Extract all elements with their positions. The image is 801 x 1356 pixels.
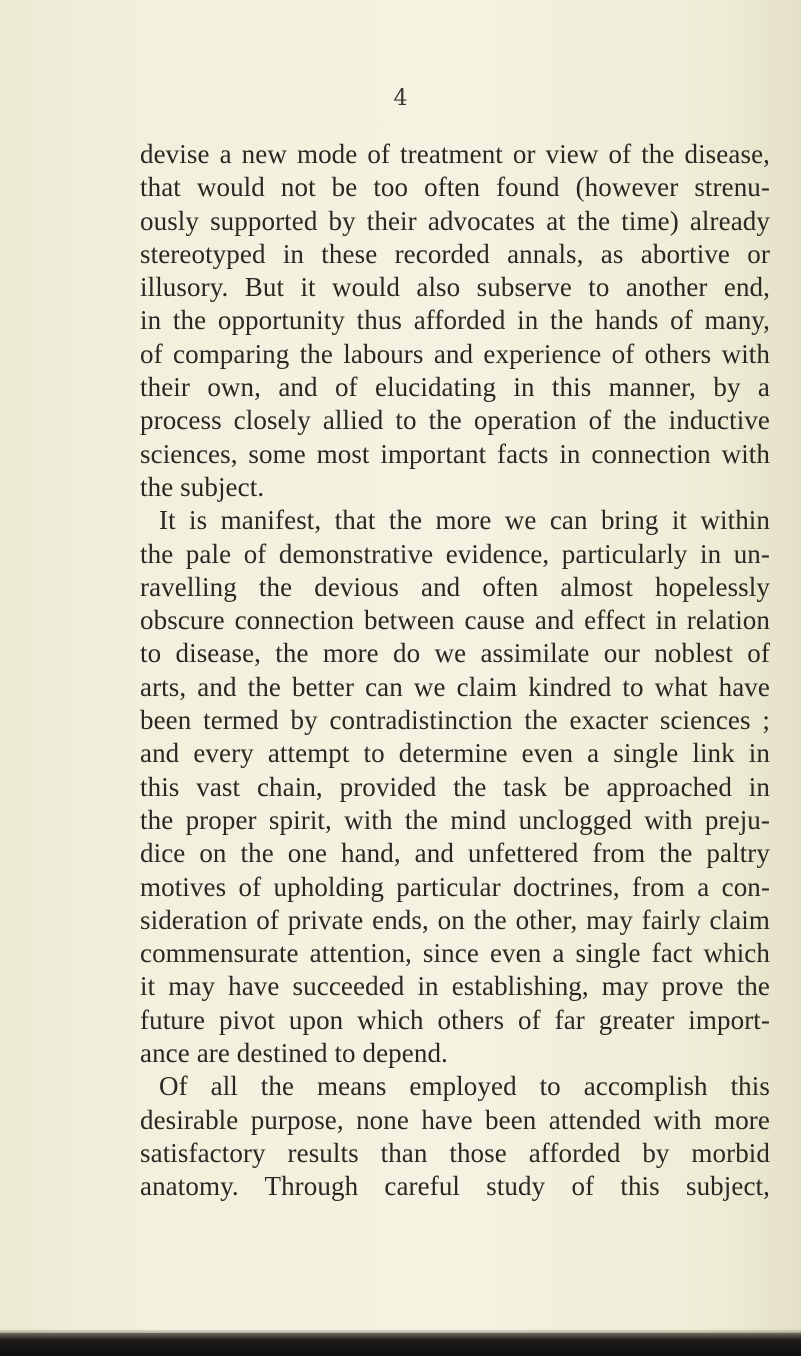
text-line: this vast chain, provided the task be approached in [140,771,770,802]
text-line: desirable purpose, none have been attended with more [140,1104,770,1135]
text-line: ously supported by their advocates at the time) already [140,205,770,236]
text-line: and every attempt to determine even a single link in [140,738,770,769]
scan-edge-band [0,1333,801,1356]
text-line: of comparing the labours and experience of others with [140,338,770,369]
text-line: dice on the one hand, and unfettered from the paltry [140,838,770,869]
text-line: their own, and of elucidating in this manner, by a [140,372,770,403]
text-line: motives of upholding particular doctrines, from a con- [140,871,770,902]
text-line: process closely allied to the operation of the inductive [140,405,770,436]
body-text [140,138,770,1204]
paragraph-end-line: the subject. [140,471,265,502]
page-number: 4 [393,86,408,111]
text-line: arts, and the better can we claim kindred to what have [140,671,770,702]
text-line: commensurate attention, since even a single fact which [140,938,770,969]
text-line: in the opportunity thus afforded in the hands of many, [140,305,770,336]
text-line: been termed by contradistinction the exacter sciences ; [140,705,770,736]
text-line: future pivot upon which others of far greater import- [140,1004,770,1035]
text-line: it may have succeeded in establishing, may prove the [140,971,770,1002]
text-line: satisfactory results than those afforded by morbid [140,1137,770,1168]
text-line: illusory. But it would also subserve to another end, [140,272,770,303]
text-line: the pale of demonstrative evidence, particularly in un- [140,538,770,569]
paragraph-start-line: Of all the means employed to accomplish this [159,1071,770,1102]
text-line: to disease, the more do we assimilate our noblest of [140,638,770,669]
text-line: the proper spirit, with the mind unclogged with preju- [140,804,770,835]
text-line: that would not be too often found (however strenu- [140,172,770,203]
text-line: obscure connection between cause and effect in relation [140,605,770,636]
text-line: sciences, some most important facts in connection with [140,438,770,469]
text-line: anatomy. Through careful study of this subject, [140,1171,770,1202]
paragraph-start-line: It is manifest, that the more we can bring it within [159,505,770,536]
text-line: stereotyped in these recorded annals, as abortive or [140,238,770,269]
text-line: devise a new mode of treatment or view of the disease, [140,139,770,169]
text-line: sideration of private ends, on the other, may fairly claim [140,904,770,935]
text-line: ravelling the devious and often almost hopelessly [140,571,770,602]
paragraph-end-line: ance are destined to depend. [140,1038,448,1069]
